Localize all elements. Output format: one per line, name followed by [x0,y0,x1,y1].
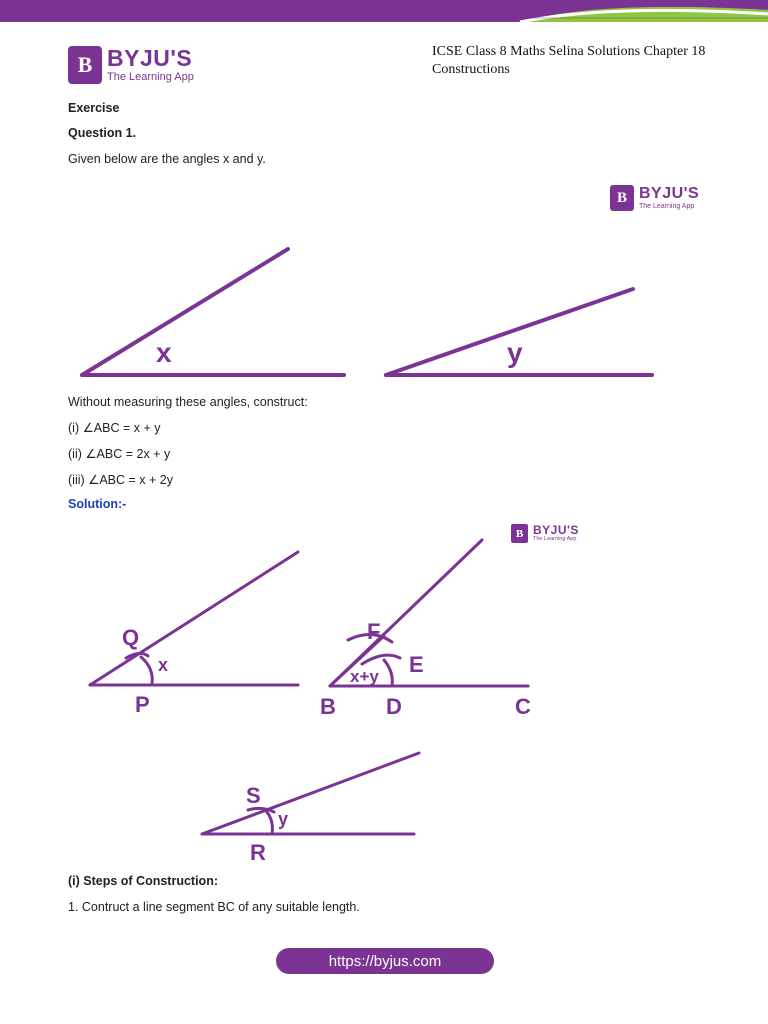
steps-heading: (i) Steps of Construction: [68,874,218,888]
solution-heading: Solution:- [68,497,127,511]
footer-url-link[interactable] [276,948,494,974]
label-d: D [386,694,402,719]
angle-y-label: y [507,337,523,368]
byjus-brand: BYJU'S [107,45,193,71]
arc-x [141,657,152,684]
byjus-brand: BYJU'S [533,523,579,538]
ray-s-line [202,753,419,834]
angle-x-label: x [156,337,172,368]
label-x: x [158,655,169,675]
question-heading: Question 1. [68,126,137,140]
step-1: 1. Contruct a line segment BC of any suitable length. [68,900,360,914]
question-prompt: Given below are the angles x and y. [68,152,266,166]
arc-d [384,660,392,686]
arc-e [362,655,400,664]
document-title: ICSE Class 8 Maths Selina Solutions Chapter 18 Constructions [432,44,706,77]
footer-url[interactable]: https://byjus.com [328,952,442,970]
byjus-logo-mark: B [68,46,102,84]
label-s: S [246,783,261,808]
label-b: B [320,694,336,719]
label-p: P [135,692,150,717]
label-y: y [278,809,289,829]
exercise-heading: Exercise [68,101,120,115]
byjus-logo-mark: B [610,185,634,211]
byjus-tagline: The Learning App [533,536,577,543]
label-e: E [409,652,424,677]
item-3: (iii) ∠ABC = x + 2y [68,473,173,487]
label-x-plus-y: x+y [350,667,379,686]
byjus-brand: BYJU'S [639,185,700,202]
label-f: F [367,619,381,644]
byjus-tagline: The Learning App [107,71,194,83]
arc-y [266,811,272,834]
label-r: R [250,840,266,865]
byjus-tagline: The Learning App [639,203,695,210]
label-q: Q [122,625,140,650]
byjus-logo-mark: B [511,524,528,543]
ray-q-line [90,552,298,685]
item-1: (i) ∠ABC = x + y [68,421,161,435]
label-c: C [515,694,531,719]
instruction-text: Without measuring these angles, construct: [68,395,308,409]
item-2: (ii) ∠ABC = 2x + y [68,447,171,461]
